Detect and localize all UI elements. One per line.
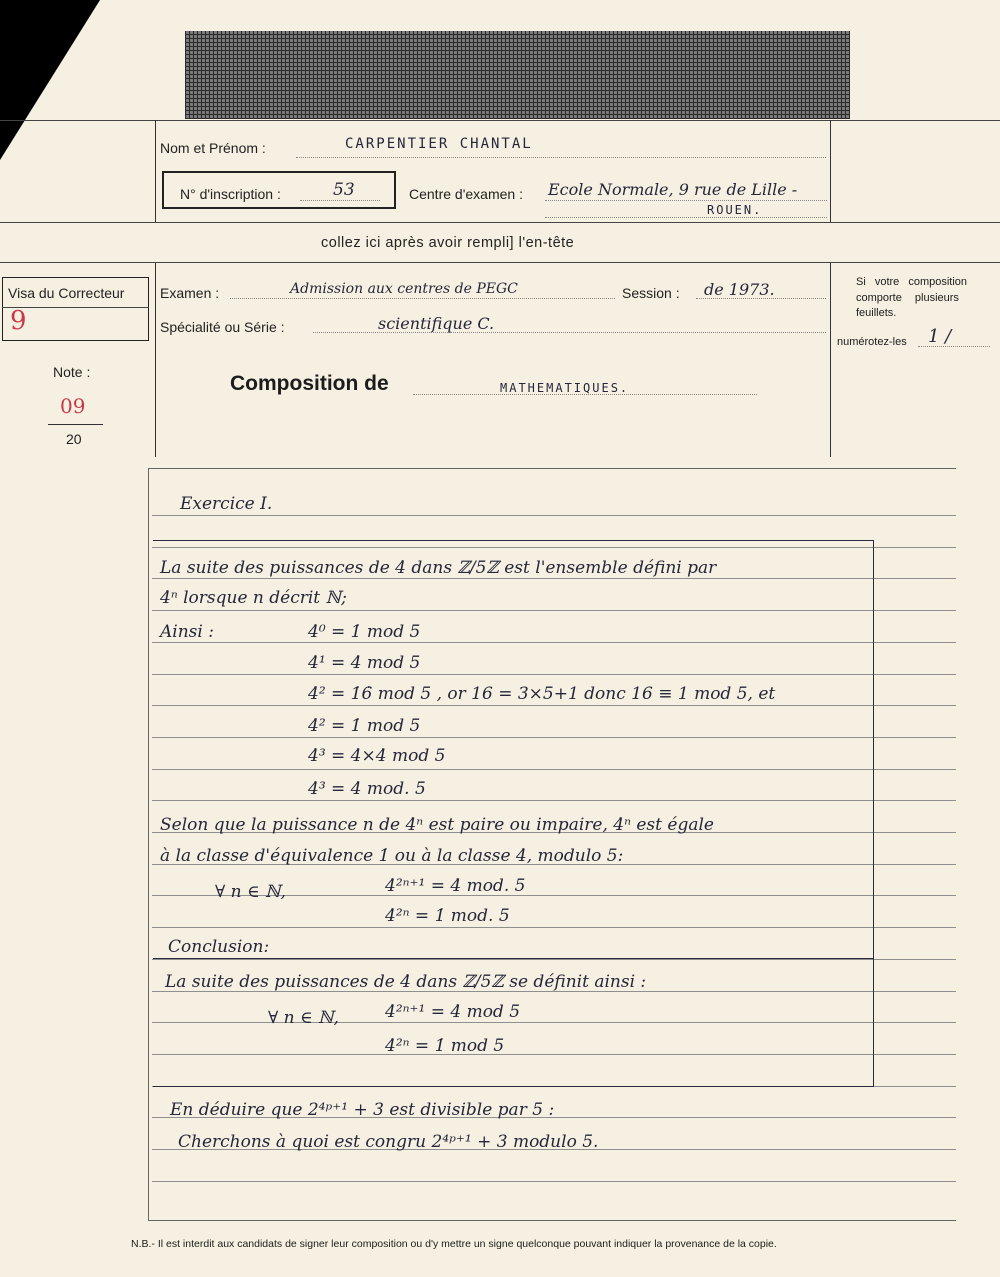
- specialite-value[interactable]: scientifique C.: [378, 314, 495, 333]
- writing-area-bottom: [148, 1220, 956, 1221]
- handwritten-line: 4̇³ = 4̇ mod. 5: [308, 779, 426, 799]
- handwritten-line: 4̇⁰ = 1̇ mod 5: [308, 622, 421, 642]
- composition-value[interactable]: MATHEMATIQUES.: [500, 381, 630, 395]
- handwritten-line: 4̇²ⁿ⁺¹ = 4̇ mod 5: [385, 1002, 521, 1022]
- centre-value-line1[interactable]: Ecole Normale, 9 rue de Lille -: [548, 180, 798, 199]
- examen-line: [230, 298, 615, 299]
- note-value: 09: [60, 394, 86, 418]
- inscription-label: N° d'inscription :: [180, 186, 281, 202]
- feuillets-note-line2: comporte plusieurs: [856, 292, 959, 304]
- handwritten-line: 4̇ⁿ lorsque n décrit ℕ;: [160, 588, 347, 608]
- session-label: Session :: [622, 285, 680, 301]
- handwritten-line: 4̇²ⁿ⁺¹ = 4̇ mod. 5: [385, 876, 526, 896]
- footer-note: N.B.- Il est interdit aux candidats de signer leur composition ou d'y mettre un signe quelconque pouvant indiquer la provenance de la copie.: [131, 1238, 777, 1250]
- visa-mark: 9: [10, 306, 27, 336]
- specialite-label: Spécialité ou Série :: [160, 319, 285, 335]
- composition-label: Composition de: [230, 372, 389, 395]
- handwritten-line: La suite des puissances de 4̇ dans ℤ/5ℤ se définit ainsi :: [165, 972, 647, 992]
- session-value[interactable]: de 1973.: [704, 280, 775, 299]
- conclusion-box-top: [153, 958, 873, 959]
- ruled-line: [152, 1181, 956, 1182]
- handwritten-line: ∀ n ∈ ℕ,: [268, 1008, 339, 1028]
- handwritten-line: 4̇² = 1̇ mod 5: [308, 716, 421, 736]
- header-right-border: [830, 120, 831, 222]
- collez-instruction: collez ici après avoir rempli] l'en-tête: [321, 235, 575, 251]
- handwritten-line: 4̇¹ = 4̇ mod 5: [308, 653, 421, 673]
- corner-fold: [0, 0, 100, 160]
- feuillets-note-line1: Si votre composition: [856, 276, 968, 288]
- security-pattern: [185, 31, 850, 119]
- inscription-line: [300, 200, 380, 201]
- header-top-border: [0, 120, 1000, 121]
- handwritten-line: 4̇³ = 4̇×4̇ mod 5: [308, 746, 446, 766]
- handwritten-line: 4̇²ⁿ = 1̇ mod. 5: [385, 906, 510, 926]
- visa-label: Visa du Correcteur: [8, 285, 125, 301]
- handwritten-line: à la classe d'équivalence 1̇ ou à la classe 4̇, modulo 5:: [160, 846, 624, 866]
- handwritten-line: 4̇²ⁿ = 1̇ mod 5: [385, 1036, 505, 1056]
- handwritten-line: La suite des puissances de 4̇ dans ℤ/5ℤ est l'ensemble défini par: [160, 558, 717, 578]
- handwritten-line: En déduire que 2⁴ᵖ⁺¹ + 3 est divisible par 5 :: [170, 1100, 555, 1120]
- handwritten-line: 4̇² = 1̇6̇ mod 5 , or 16 = 3×5+1 donc 16 ≡ 1 mod 5, et: [308, 684, 776, 704]
- nom-label: Nom et Prénom :: [160, 140, 266, 156]
- feuillets-note-line3: feuillets.: [856, 307, 897, 319]
- centre-label: Centre d'examen :: [409, 186, 523, 202]
- handwritten-line: Selon que la puissance n de 4̇ⁿ est paire ou impaire, 4̇ⁿ est égale: [160, 815, 714, 835]
- collez-bottom-border: [0, 262, 1000, 263]
- centre-value-line2[interactable]: ROUEN.: [707, 203, 763, 217]
- exam-right-border: [830, 263, 831, 457]
- centre-line-2: [545, 217, 827, 218]
- nom-line: [296, 157, 826, 158]
- note-fraction-bar: [48, 424, 103, 425]
- note-max: 20: [66, 431, 82, 447]
- numerotez-label: numérotez-les: [837, 336, 907, 348]
- handwritten-line: Cherchons à quoi est congru 2⁴ᵖ⁺¹ + 3 modulo 5.: [178, 1132, 599, 1152]
- nom-value[interactable]: CARPENTIER CHANTAL: [345, 136, 533, 152]
- handwritten-line: Ainsi :: [160, 622, 214, 642]
- handwritten-line: ∀ n ∈ ℕ,: [215, 882, 286, 902]
- ruled-line: [152, 515, 956, 516]
- note-label: Note :: [53, 364, 91, 380]
- handwritten-line: Exercice I.: [180, 494, 273, 514]
- inscription-value[interactable]: 53: [333, 180, 355, 200]
- examen-value[interactable]: Admission aux centres de PEGC: [290, 281, 518, 297]
- header-bottom-border: [0, 222, 1000, 223]
- handwritten-line: Conclusion:: [168, 937, 270, 957]
- writing-area-top: [148, 468, 956, 469]
- numerotez-value[interactable]: 1 /: [928, 326, 952, 347]
- examen-label: Examen :: [160, 285, 220, 301]
- centre-line-1: [545, 200, 827, 201]
- writing-area-left: [148, 468, 149, 1220]
- exam-left-border: [155, 263, 156, 457]
- header-left-border: [155, 120, 156, 222]
